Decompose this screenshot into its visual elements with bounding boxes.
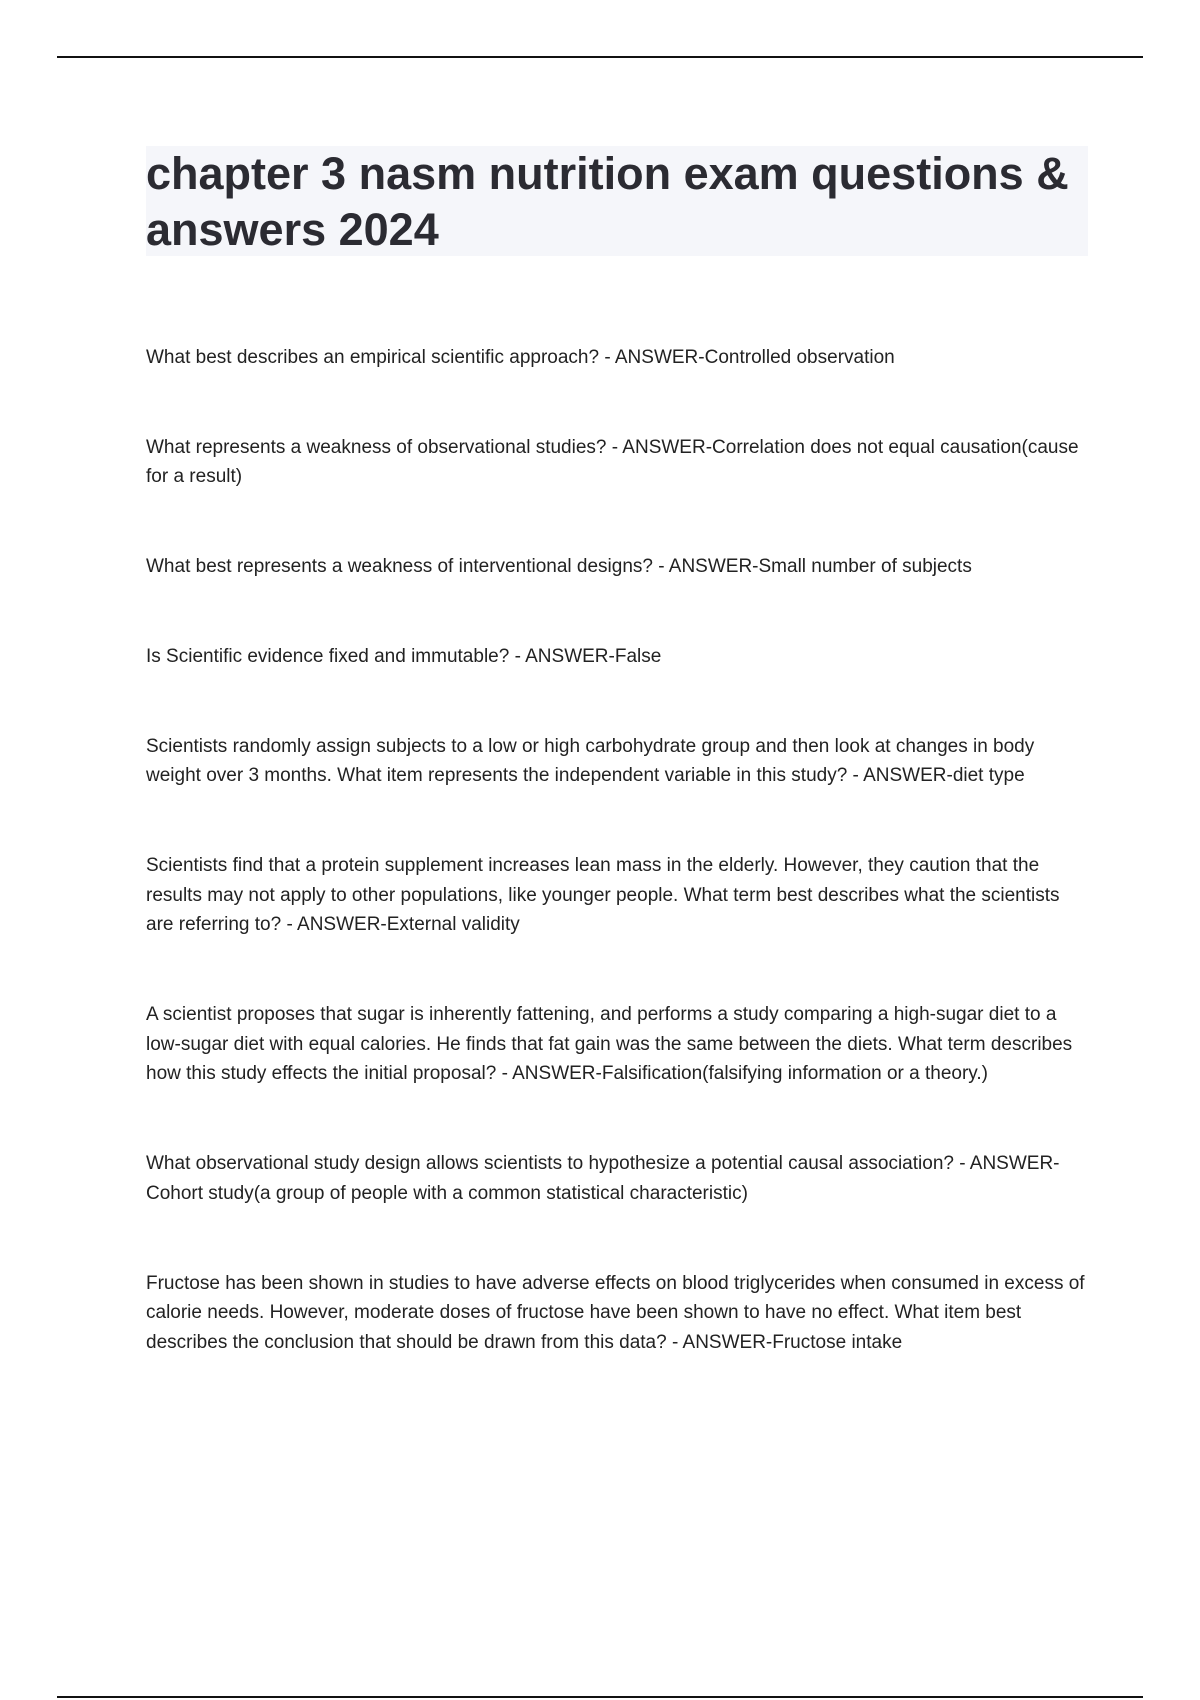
bottom-rule [57, 1696, 1143, 1698]
page-title: chapter 3 nasm nutrition exam questions & answers 2024 [146, 148, 1069, 255]
qa-item-8: What observational study design allows scientists to hypothesize a potential causal association? - ANSWER-Cohort study(a group of people with a common statistical characteristic) [146, 1153, 1060, 1204]
qa-item-5: Scientists randomly assign subjects to a low or high carbohydrate group and then look at changes in body weight over 3 months. What item represents the independent variable in this study? - ANSWER-diet type [146, 735, 1035, 787]
qa-item-7: A scientist proposes that sugar is inherently fattening, and performs a study comparing a high-sugar diet to a low-sugar diet with equal calories. He finds that fat gain was the same between the diets. What term describes how this study effects the initial proposal? - ANSWER-Falsification(falsifying information or a theory.) [146, 1004, 1073, 1085]
qa-item-9: Fructose has been shown in studies to have adverse effects on blood triglycerides when consumed in excess of calorie needs. However, moderate doses of fructose have been shown to have no effect. What item best describes the conclusion that should be drawn from this data? - ANSWER-Fructose intake [146, 1272, 1085, 1353]
qa-list [146, 343, 1091, 1358]
qa-item-1: What best describes an empirical scientific approach? - ANSWER-Controlled observation [146, 347, 895, 368]
top-rule [57, 56, 1143, 58]
qa-item-2: What represents a weakness of observational studies? - ANSWER-Correlation does not equal causation(cause for a result) [146, 436, 1079, 488]
qa-item-6: Scientists find that a protein supplement increases lean mass in the elderly. However, they caution that the results may not apply to other populations, like younger people. What term best describes what the scientists are referring to? - ANSWER-External validity [146, 854, 1060, 936]
qa-item-4: Is Scientific evidence fixed and immutable? - ANSWER-False [146, 645, 662, 667]
qa-item-3: What best represents a weakness of interventional designs? - ANSWER-Small number of subjects [146, 556, 972, 578]
title-block [146, 146, 1088, 256]
